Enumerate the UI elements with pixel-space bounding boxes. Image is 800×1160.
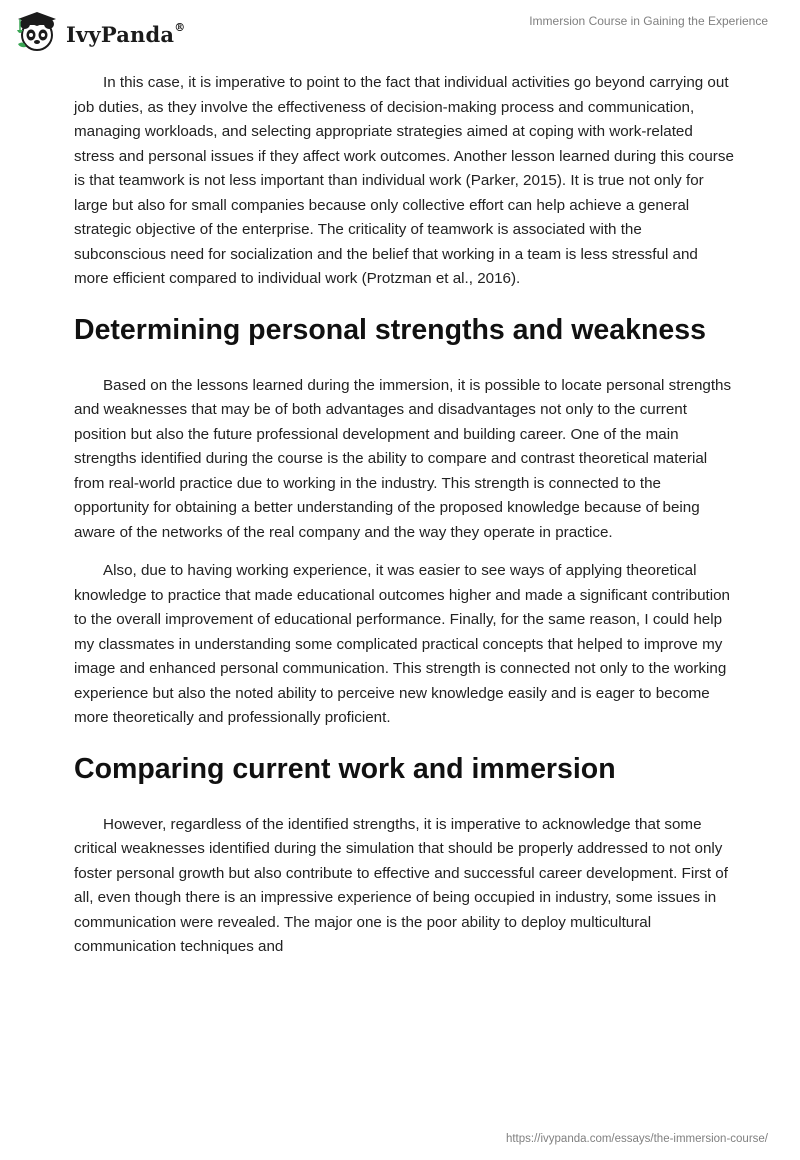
essay-content <box>74 71 734 974</box>
paragraph: In this case, it is imperative to point to the fact that individual activities go beyond carrying out job duties, as they involve the effectiveness of decision-making process and communication, managing workloads, and selecting appropriate strategies aimed at coping with work-related stress and personal issues if they affect work outcomes. Another lesson learned during this course is that teamwork is not less important than individual work (Parker, 2015). It is true not only for large but also for small companies because only collective effort can help achieve a general strategic objective of the enterprise. The criticality of teamwork is associated with the subconscious need for socialization and the belief that working in a team is less stressful and more efficient compared to individual work (Protzman et al., 2016). <box>74 74 734 287</box>
page-header <box>0 0 800 60</box>
panda-graduation-cap-icon <box>14 10 60 52</box>
brand-name: IvyPanda® <box>66 20 186 47</box>
ivypanda-logo[interactable] <box>14 10 185 52</box>
paragraph: Based on the lessons learned during the immersion, it is possible to locate personal strengths and weaknesses that may be of both advantages and disadvantages not only to the current position but also the future professional development and building career. One of the main strengths identified during the course is the ability to compare and contrast theoretical material from real-world practice due to working in the industry. This strength is connected to the opportunity for obtaining a better understanding of the proposed knowledge because of being aware of the networks of the real company and the way they operate in practice. <box>74 376 732 541</box>
section-heading: Comparing current work and immersion <box>74 752 616 785</box>
paragraph: Also, due to having working experience, it was easier to see ways of applying theoretical knowledge to practice that made educational outcomes higher and made a significant contribution to the overall improvement of educational performance. Finally, for the same reason, I could help my classmates in understanding some complicated practical concepts that helped to improve my image and enhanced personal communication. This strength is connected not only to the working experience but also the noted ability to perceive new knowledge easily and is eager to become more theoretically and professionally proficient. <box>74 562 730 726</box>
section-heading: Determining personal strengths and weakness <box>74 313 706 346</box>
source-url[interactable]: https://ivypanda.com/essays/the-immersion-course/ <box>505 1133 768 1145</box>
document-title: Immersion Course in Gaining the Experience <box>529 14 768 28</box>
paragraph: However, regardless of the identified strengths, it is imperative to acknowledge that some critical weaknesses identified during the simulation that should be properly addressed to not only foster personal growth but also contribute to effective and successful career development. First of all, even though there is an impressive experience of being occupied in industry, some issues in communication were revealed. The major one is the poor ability to deploy multicultural communication techniques and <box>74 815 728 955</box>
